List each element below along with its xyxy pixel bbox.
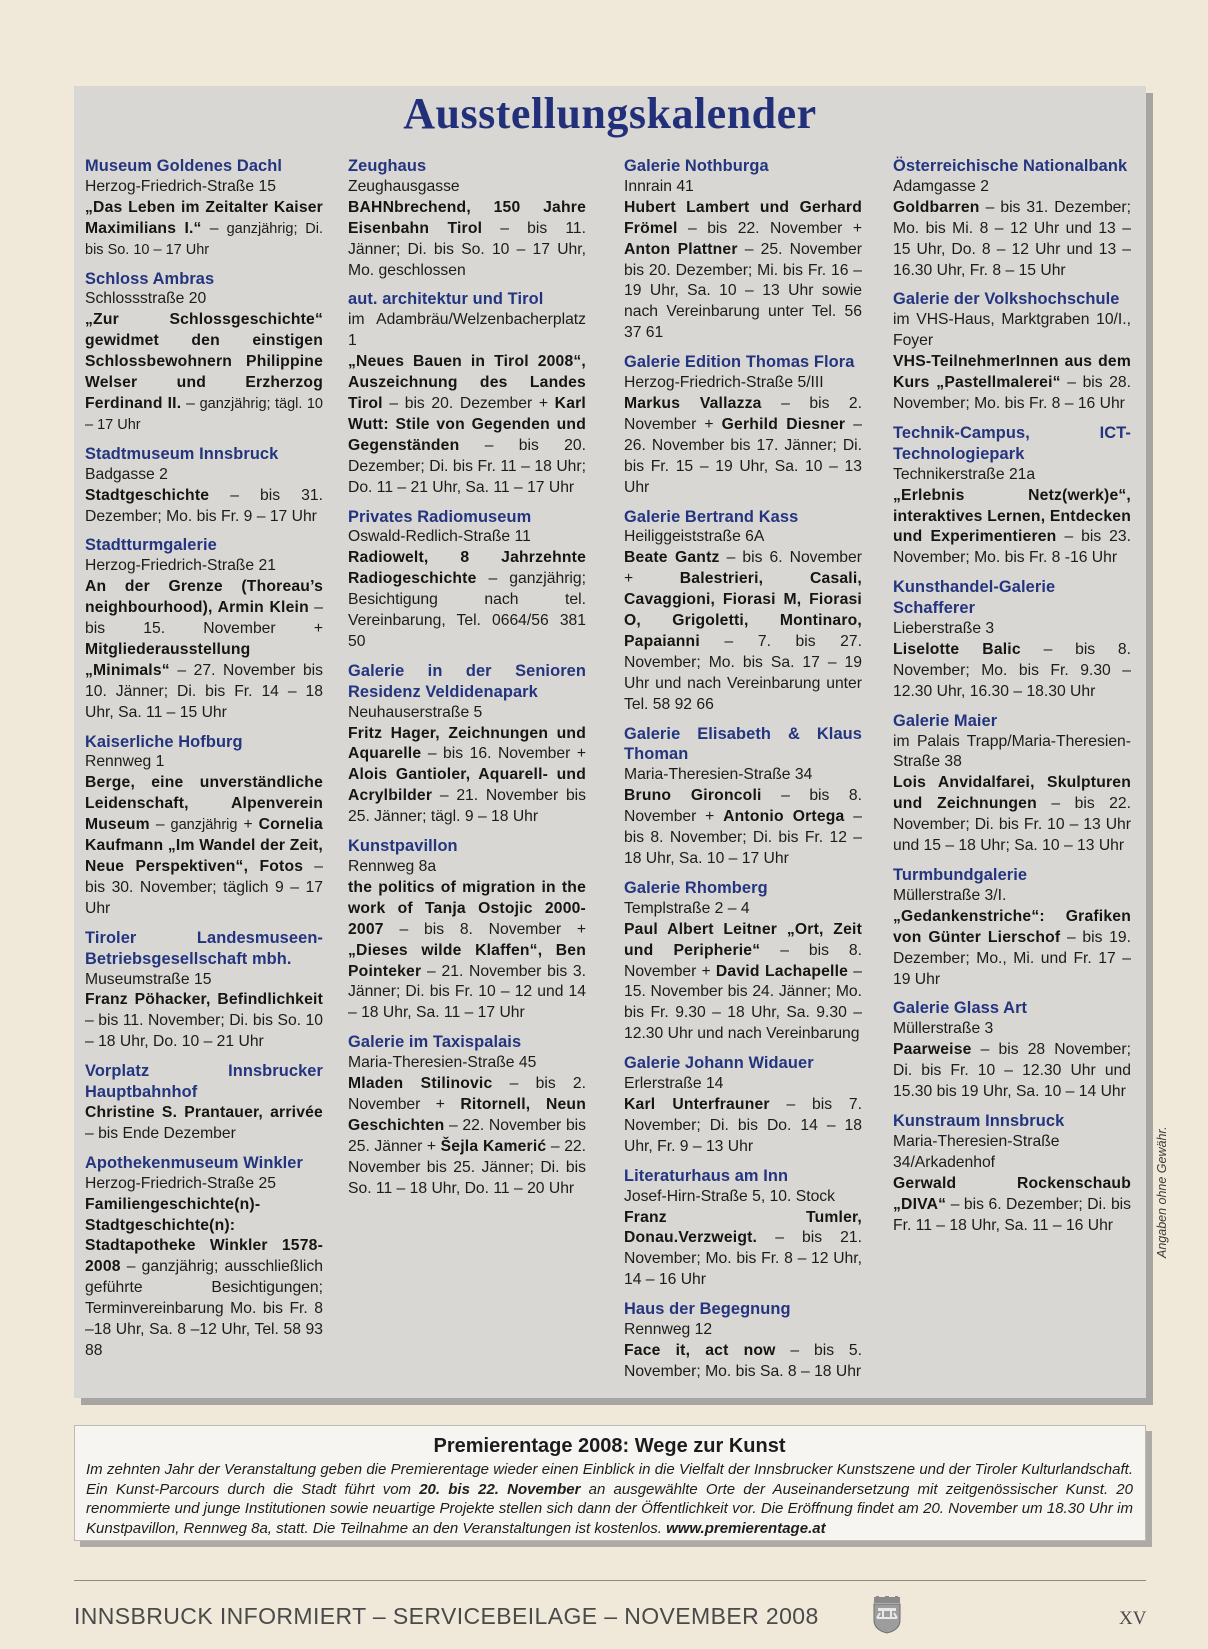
venue-name: Kunstraum Innsbruck <box>893 1111 1065 1130</box>
calendar-entry <box>624 1053 862 1158</box>
innsbruck-crest-icon <box>873 1596 901 1634</box>
exhibition-details: Christine S. Prantauer, arrivée – bis Ende Dezember <box>85 1103 323 1142</box>
exhibition-details: Zeughausgasse BAHNbrechend, 150 Jahre Eisenbahn Tirol – bis 11. Jänner; Di. bis So. 10 – 17 Uhr, Mo. geschlossen <box>348 177 587 279</box>
exhibition-details: Heiliggeiststraße 6A Beate Gantz – bis 6. November + Balestrieri, Casali, Cavaggioni, Fiorasi M, Fiorasi O, Grigoletti, Montinaro, Papaianni – 7. bis 27. November; Mo. bis Sa. 17 – 19 Uhr und nach Vereinbarung unter Tel. 58 92 66 <box>624 528 862 713</box>
exhibition-details: Herzog-Friedrich-Straße 21 An der Grenze (Thoreau’s neighbourhood), Armin Klein – bis 15. November + Mitgliederausstellung „Minimals“ – 27. November bis 10. Jänner; Di. bis Fr. 14 – 18 Uhr, Sa. 11 – 15 Uhr <box>85 557 323 721</box>
calendar-entry <box>624 878 862 1045</box>
disclaimer-note: Angaben ohne Gewähr. <box>1155 1126 1169 1258</box>
venue-name: Galerie Nothburga <box>624 157 769 175</box>
calendar-entry <box>624 724 862 870</box>
venue-name: Galerie Maier <box>893 711 998 730</box>
footer-title: INNSBRUCK INFORMIERT – SERVICEBEILAGE – NOVEMBER 2008 <box>74 1603 819 1629</box>
calendar-entry <box>624 1166 862 1291</box>
exhibition-details: im Palais Trapp/Maria-Theresien-Straße 38 Lois Anvidalfarei, Skulpturen und Zeichnungen – bis 22. November; Di. bis Fr. 10 – 13 Uhr und 15 – 18 Uhr; Sa. 10 – 13 Uhr <box>893 732 1131 855</box>
calendar-column <box>85 156 323 1362</box>
venue-name: Galerie Glass Art <box>893 999 1028 1018</box>
exhibition-details: Maria-Theresien-Straße 45 Mladen Stilinovic – bis 2. November + Ritornell, Neun Geschichten – 22. November bis 25. Jänner + Šejla Kamerić – 22. November bis 25. Jänner; Di. bis So. 11 – 18 Uhr, Do. 11 – 20 Uhr <box>348 1054 586 1197</box>
calendar-column <box>624 156 862 1383</box>
exhibition-details: Badgasse 2 Stadtgeschichte – bis 31. Dezember; Mo. bis Fr. 9 – 17 Uhr <box>85 465 323 525</box>
calendar-entry <box>348 1032 586 1199</box>
exhibition-details: Neuhauserstraße 5 Fritz Hager, Zeichnungen und Aquarelle – bis 16. November + Alois Gantioler, Aquarell- und Acrylbilder – 21. November bis 25. Jänner; tägl. 9 – 18 Uhr <box>348 703 586 826</box>
exhibition-details: Museumstraße 15 Franz Pöhacker, Befindlichkeit – bis 11. November; Di. bis So. 10 – 18 Uhr, Do. 10 – 21 Uhr <box>85 970 323 1051</box>
calendar-entry <box>893 865 1131 990</box>
venue-name: Turmbundgalerie <box>893 866 1028 884</box>
venue-name: Galerie Johann Widauer <box>624 1054 814 1073</box>
calendar-column <box>893 156 1131 1236</box>
calendar-entry <box>624 507 862 716</box>
calendar-entry <box>624 156 862 344</box>
venue-name: Galerie Rhomberg <box>624 878 768 897</box>
calendar-entry <box>893 577 1131 702</box>
exhibition-details: Rennweg 8a the politics of migration in the work of Tanja Ostojic 2000-2007 – bis 8. November + „Dieses wilde Klaffen“, Ben Pointeker – 21. November bis 3. Jänner; Di. bis Fr. 10 – 12 und 14 – 18 Uhr, Sa. 11 – 17 Uhr <box>348 858 586 1022</box>
calendar-entry <box>85 928 323 1053</box>
venue-name: Technik-Campus, ICT-Technologiepark <box>893 423 1131 463</box>
exhibition-details: Herzog-Friedrich-Straße 5/III Markus Vallazza – bis 2. November + Gerhild Diesner – 26. November bis 17. Jänner; Di. bis Fr. 15 – 19 Uhr, Sa. 10 – 13 Uhr <box>624 374 863 496</box>
exhibition-details: Templstraße 2 – 4 Paul Albert Leitner „Ort, Zeit und Peripherie“ – bis 8. November + David Lachapelle – 15. November bis 24. Jänner; Mo. bis Fr. 9.30 – 18 Uhr, Sa. 9.30 – 12.30 Uhr und nach Vereinbarung <box>624 899 862 1043</box>
calendar-entry <box>85 535 323 723</box>
exhibition-details: Maria-Theresien-Straße 34 Bruno Gironcoli – bis 8. November + Antonio Ortega – bis 8. November; Di. bis Fr. 12 – 18 Uhr, Sa. 10 – 17 Uhr <box>624 766 862 867</box>
exhibition-details: Müllerstraße 3 Paarweise – bis 28 November; Di. bis Fr. 10 – 12.30 Uhr und 15.30 bis 19 Uhr, Sa. 10 – 14 Uhr <box>893 1020 1131 1101</box>
venue-name: Stadtturmgalerie <box>85 536 217 555</box>
calendar-entry <box>85 732 323 920</box>
venue-name: Kaiserliche Hofburg <box>85 732 243 751</box>
venue-name: Galerie Bertrand Kass <box>624 507 799 526</box>
calendar-entry <box>893 1111 1131 1236</box>
exhibition-details: Oswald-Redlich-Straße 11 Radiowelt, 8 Jahrzehnte Radiogeschichte – ganzjährig; Besichtigung nach tel. Vereinbarung, Tel. 0664/56 381 50 <box>348 528 586 650</box>
premiere-text: Im zehnten Jahr der Veranstaltung geben die Premierentage wieder einen Einblick in die Vielfalt der Innsbrucker Kunstszene und der Tiroler Kulturlandschaft. Ein Kunst-Parcours durch die Stadt führt vom 20. bis 22. November an ausgewählte Orte der Auseinandersetzung mit zeitgenössischer Kunst. 20 renommierte und junge Institutionen sowie neuartige Projekte stellen sich dann der Öffentlichkeit vor. Die Eröffnung findet am 20. November um 18.30 Uhr im Kunstpavillon, Rennweg 8a, statt. Die Teilnahme an den Veranstaltungen ist kostenlos. www.premierentage.at <box>86 1461 1133 1537</box>
venue-name: Galerie Elisabeth & Klaus Thoman <box>624 724 862 764</box>
venue-name: Österreichische Nationalbank <box>893 157 1128 175</box>
calendar-entry <box>85 156 323 261</box>
venue-name: Kunstpavillon <box>348 837 458 856</box>
calendar-entry <box>85 1153 323 1362</box>
venue-name: Galerie in der Senioren Residenz Veldidenapark <box>348 661 586 701</box>
premiere-info-box <box>74 1425 1146 1541</box>
exhibition-details: Herzog-Friedrich-Straße 15 „Das Leben im Zeitalter Kaiser Maximilians I.“ – ganzjährig; Di. bis So. 10 – 17 Uhr <box>85 177 323 258</box>
calendar-entry <box>348 661 586 828</box>
exhibition-details: Josef-Hirn-Straße 5, 10. Stock Franz Tumler, Donau.Verzweigt. – bis 21. November; Mo. bis Fr. 8 – 12 Uhr, 14 – 16 Uhr <box>624 1187 862 1289</box>
exhibition-details: Innrain 41 Hubert Lambert und Gerhard Frömel – bis 22. November + Anton Plattner – 25. November bis 20. Dezember; Mi. bis Fr. 16 – 19 Uhr, Sa. 10 – 13 Uhr sowie nach Vereinbarung unter Tel. 56 37 61 <box>624 177 862 342</box>
venue-name: Schloss Ambras <box>85 269 215 288</box>
calendar-entry <box>348 156 586 281</box>
exhibition-details: Erlerstraße 14 Karl Unterfrauner – bis 7. November; Di. bis Do. 14 – 18 Uhr, Fr. 9 – 13 Uhr <box>624 1075 862 1155</box>
calendar-entry <box>893 423 1131 569</box>
exhibition-details: Rennweg 12 Face it, act now – bis 5. November; Mo. bis Sa. 8 – 18 Uhr <box>624 1321 863 1380</box>
exhibition-details: Technikerstraße 21a „Erlebnis Netz(werk)e“, interaktives Lernen, Entdecken und Experimentieren – bis 23. November; Mo. bis Fr. 8 -16 Uhr <box>893 465 1131 567</box>
footer-divider <box>74 1580 1146 1581</box>
exhibition-details: Adamgasse 2 Goldbarren – bis 31. Dezember; Mo. bis Mi. 8 – 12 Uhr und 13 – 15 Uhr, Do. 8 – 12 Uhr und 13 – 16.30 Uhr, Fr. 8 – 15 Uhr <box>893 177 1131 279</box>
calendar-entry <box>624 352 862 498</box>
exhibition-details: Maria-Theresien-Straße 34/Arkadenhof Gerwald Rockenschaub „DIVA“ – bis 6. Dezember; Di. bis Fr. 11 – 18 Uhr, Sa. 11 – 16 Uhr <box>893 1132 1131 1234</box>
exhibition-details: Müllerstraße 3/I. „Gedankenstriche“: Grafiken von Günter Lierschof – bis 19. Dezember; Mo., Mi. und Fr. 17 – 19 Uhr <box>893 886 1131 988</box>
venue-name: Stadtmuseum Innsbruck <box>85 444 279 463</box>
venue-name: Galerie der Volkshochschule <box>893 290 1120 309</box>
premiere-title: Premierentage 2008: Wege zur Kunst <box>433 1435 786 1457</box>
venue-name: Zeughaus <box>348 157 427 175</box>
venue-name: Galerie Edition Thomas Flora <box>624 353 855 372</box>
venue-name: Apothekenmuseum Winkler <box>85 1153 304 1172</box>
venue-name: Galerie im Taxispalais <box>348 1033 522 1052</box>
venue-name: Vorplatz Innsbrucker Hauptbahnhof <box>85 1062 323 1102</box>
calendar-entry <box>893 289 1131 414</box>
exhibition-calendar <box>74 86 1146 1398</box>
calendar-entry <box>624 1299 862 1383</box>
venue-name: Privates Radiomuseum <box>348 507 532 526</box>
exhibition-details: Schlossstraße 20 „Zur Schlossgeschichte“ gewidmet den einstigen Schlossbewohnern Philippine Welser und Erzherzog Ferdinand II. – ganzjährig; tägl. 10 – 17 Uhr <box>85 290 323 433</box>
calendar-entry <box>85 269 323 436</box>
venue-name: Literaturhaus am Inn <box>624 1166 789 1185</box>
calendar-entry <box>85 444 323 528</box>
exhibition-details: im Adambräu/Welzenbacherplatz 1 „Neues Bauen in Tirol 2008“, Auszeichnung des Landes Tirol – bis 20. Dezember + Karl Wutt: Stile von Gegenden und Gegenständen – bis 20. Dezember; Di. bis Fr. 11 – 18 Uhr; Do. 11 – 21 Uhr, Sa. 11 – 17 Uhr <box>348 311 586 496</box>
exhibition-details: Rennweg 1 Berge, eine unverständliche Leidenschaft, Alpenverein Museum – ganzjährig + Cornelia Kaufmann „Im Wandel der Zeit, Neue Perspektiven“, Fotos – bis 30. November; täglich 9 – 17 Uhr <box>85 753 323 917</box>
calendar-entry <box>348 507 586 653</box>
calendar-entry <box>893 711 1131 857</box>
calendar-entry <box>85 1061 323 1145</box>
venue-name: Kunsthandel-Galerie Schafferer <box>893 578 1056 618</box>
page-number: XV <box>1119 1608 1147 1629</box>
venue-name: Haus der Begegnung <box>624 1300 791 1319</box>
calendar-column <box>348 156 586 1200</box>
venue-name: Tiroler Landesmuseen-Betriebsgesellschaft mbh. <box>85 928 323 968</box>
calendar-entry <box>893 998 1131 1103</box>
exhibition-details: Lieberstraße 3 Liselotte Balic – bis 8. November; Mo. bis Fr. 9.30 – 12.30 Uhr, 16.30 – 18.30 Uhr <box>893 620 1132 700</box>
calendar-entry <box>348 289 586 498</box>
calendar-title: Ausstellungskalender <box>403 89 817 138</box>
exhibition-details: im VHS-Haus, Marktgraben 10/I., Foyer VHS-TeilnehmerInnen aus dem Kurs „Pastellmalerei“ – bis 28. November; Mo. bis Fr. 8 – 16 Uhr <box>893 311 1131 412</box>
calendar-entry <box>893 156 1131 281</box>
venue-name: Museum Goldenes Dachl <box>85 157 283 175</box>
exhibition-details: Herzog-Friedrich-Straße 25 Familiengeschichte(n)-Stadtgeschichte(n): Stadtapotheke Winkler 1578-2008 – ganzjährig; ausschließlich geführte Besichtigungen; Terminvereinbarung Mo. bis Fr. 8 –18 Uhr, Sa. 8 –12 Uhr, Tel. 58 93 88 <box>85 1174 323 1359</box>
venue-name: aut. architektur und Tirol <box>348 290 544 309</box>
calendar-entry <box>348 836 586 1024</box>
